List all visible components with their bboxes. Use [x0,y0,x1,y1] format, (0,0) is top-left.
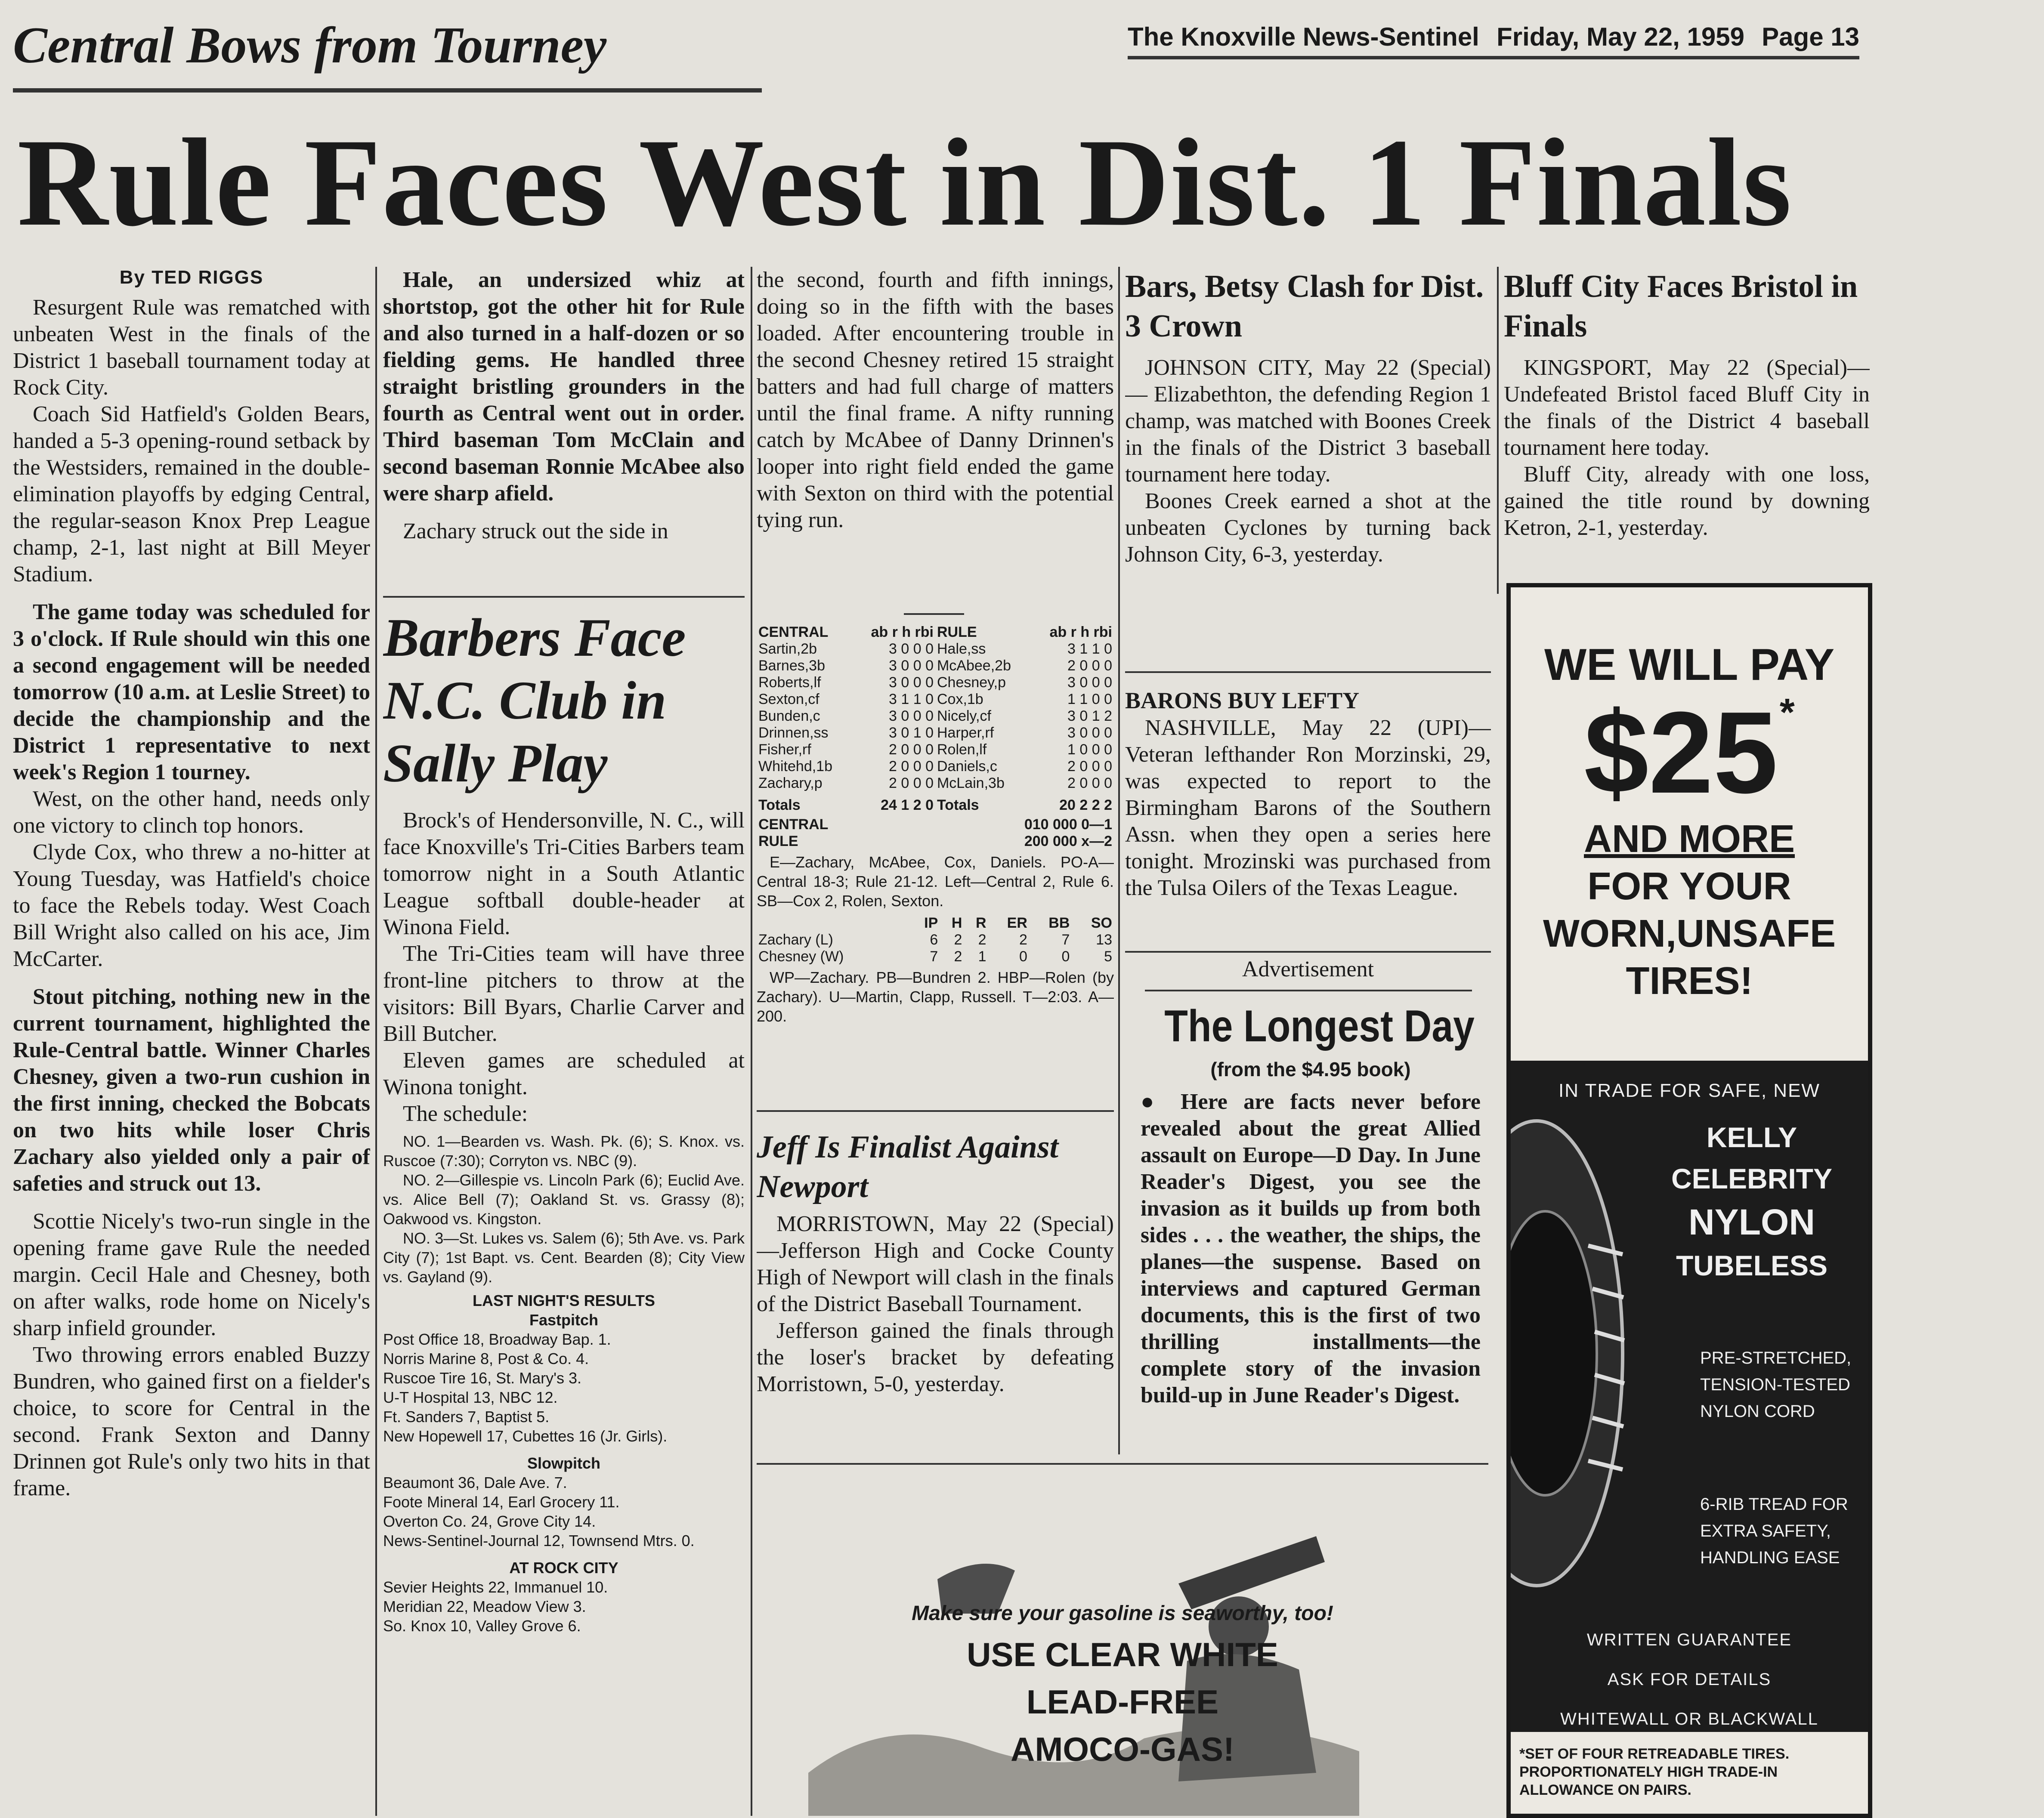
player-stats: 2 0 0 0 [1067,775,1112,791]
player-stats: 1 1 0 0 [1067,691,1112,707]
main-story-column-1 [13,267,370,1812]
advertisement-label: Advertisement [1242,957,1374,982]
result-line: New Hopewell 17, Cubettes 16 (Jr. Girls). [383,1427,668,1445]
player-name: Barnes,3b [758,657,825,674]
tire-ad-tread-line: HANDLING EASE [1700,1548,1840,1567]
player-stats: 2 0 0 0 [1067,758,1112,775]
totals-value: 24 1 2 0 [881,797,934,813]
player-name: McAbee,2b [937,657,1011,674]
player-stats: 2 0 0 0 [1067,657,1112,674]
issue-date: Friday, May 22, 1959 [1497,22,1744,51]
paper-name: The Knoxville News-Sentinel [1128,22,1479,51]
tire-ad-feature-line: TENSION-TESTED [1700,1375,1850,1394]
main-headline: Rule Faces West in Dist. 1 Finals [17,116,1793,252]
pitch-col-header: SO [1091,915,1112,931]
player-stats: 3 1 1 0 [889,691,934,707]
table-row [757,641,1114,657]
bluff-city-headline: Bluff City Faces Bristol in Finals [1504,269,1858,344]
table-row [757,915,1114,932]
result-line: Norris Marine 8, Post & Co. 4. [383,1350,589,1367]
story-paragraph: The game today was scheduled for 3 o'clock. If Rule should win this one a second engagement will be needed tomorrow (10 a.m. at Leslie Street) to decide the championship and the District 1 representative to next week's Region 1 tourney. [13,600,370,784]
player-stats: 3 0 0 0 [1067,674,1112,691]
pitch-stat: 0 [1019,948,1027,965]
tire-ad-tread [1700,1491,1864,1571]
tire-ad-we-will-pay: WE WILL PAY [1544,640,1835,690]
main-story-column-2 [383,267,745,594]
barbers-story [383,607,745,1812]
story-paragraph: KINGSPORT, May 22 (Special)—Undefeated Bristol faced Bluff City in the finals of the District 4 baseball tournament here today. [1504,355,1870,460]
bars-story [1125,267,1491,667]
table-row [757,725,1114,741]
barons-story [1125,686,1491,944]
table-row [757,833,1114,850]
pitch-stat: 7 [930,948,938,965]
player-stats: 2 0 0 0 [889,758,934,775]
bars-headline: Bars, Betsy Clash for Dist. 3 Crown [1125,269,1484,344]
result-line: Ruscoe Tire 16, St. Mary's 3. [383,1369,582,1387]
table-row [757,708,1114,725]
pitch-col-header: BB [1048,915,1070,931]
player-stats: 1 0 0 0 [1067,741,1112,758]
story-paragraph: Stout pitching, nothing new in the current tournament, highlighted the Rule-Central battle. Winner Charles Chesney, given a two-run cushion in the first inning, checked the Bobcats on two hits while loser Chris Zachary also yielded only a pair of safeties and struck out 13. [13,985,370,1196]
section-divider [1145,990,1472,991]
table-row [757,657,1114,674]
stat-header: ab r h rbi [871,624,934,640]
byline: By TED RIGGS [119,267,264,288]
player-name: Rolen,lf [937,741,987,758]
story-paragraph: Bluff City, already with one loss, gained the title round by downing Ketron, 2-1, yesterday. [1504,462,1870,540]
jeff-story [757,1127,1114,1454]
player-stats: 3 0 0 0 [889,674,934,691]
player-stats: 2 0 0 0 [889,741,934,758]
bluff-city-story [1504,267,1870,577]
tire-ad-asterisk: * [1779,691,1795,734]
column-rule [751,267,752,1816]
story-paragraph: MORRISTOWN, May 22 (Special)—Jefferson High and Cocke County High of Newport will clash in the finals of the District Baseball Tournament. [757,1212,1114,1316]
result-line: U-T Hospital 13, NBC 12. [383,1389,558,1406]
masthead-line [1128,17,1859,56]
story-paragraph: West, on the other hand, needs only one victory to clinch top honors. [13,787,370,838]
stat-header: ab r h rbi [1049,624,1112,640]
story-paragraph: Scottie Nicely's two-run single in the opening frame gave Rule the needed margin. Cecil Hale and Chesney, both on after walks, rode home on Nicely's sharp infield grounder. [13,1209,370,1340]
totals-row [757,792,1114,814]
team-label: CENTRAL [758,816,829,833]
story-paragraph: Clyde Cox, who threw a no-hitter at Young Tuesday, was Hatfield's choice to face the Rebels today. West Coach Bill Wright also called on his ace, Jim McCarter. [13,840,370,971]
pitch-stat: 7 [1061,932,1070,948]
tire-ad-feature-line: PRE-STRETCHED, [1700,1349,1852,1367]
section-divider [757,1463,1488,1465]
tire-ad-wall: WHITEWALL OR BLACKWALL [1560,1710,1818,1728]
section-divider [1125,951,1491,953]
longest-day-ad [1141,998,1481,1459]
player-name: Chesney,p [937,674,1006,691]
table-row [757,948,1114,965]
pitch-stat: 2 [978,932,986,948]
pitch-col-header: H [951,915,962,931]
tire-ad-in-trade: IN TRADE FOR SAFE, NEW [1559,1080,1820,1101]
player-name: Fisher,rf [758,741,811,758]
schedule-line: NO. 3—St. Lukes vs. Salem (6); 5th Ave. vs. Park City (7); 1st Bapt. vs. Cent. Bearden (8); City View vs. Gayland (9). [383,1229,745,1286]
pitch-stat: 2 [954,948,962,965]
masthead-underline [1128,56,1859,59]
story-paragraph: The Tri-Cities team will have three front-line pitchers to throw at the visitors: Bill Byars, Charlie Carver and Bill Butcher. [383,941,745,1046]
team-label: RULE [758,833,798,849]
amoco-ad [757,1472,1488,1816]
tire-ad-footnote: *SET OF FOUR RETREADABLE TIRES. PROPORTIONATELY HIGH TRADE-IN ALLOWANCE ON PAIRS. [1519,1746,1790,1798]
story-paragraph: the second, fourth and fifth innings, doing so in the fifth with the bases loaded. After encountering trouble in the second Chesney retired 15 straight batters and had full charge of matters until the final frame. A nifty running catch by McAbee of Danny Drinnen's looper into right field ended the game with Sexton on third with the potential tying run. [757,268,1114,532]
player-stats: 3 1 1 0 [1067,641,1112,657]
section-divider [757,1110,1114,1112]
pitch-stat: 5 [1104,948,1112,965]
longest-day-body: ● Here are facts never before revealed about the great Allied assault on Europe—D Day. In June Reader's Digest, you see the invasion as it builds up from both sides . . . the weather, the ships, the planes—the suspense. Based on interviews and captured German documents, this is the first of two thrilling installments—the complete story of the invasion build-up in June Reader's Digest. [1141,1090,1481,1407]
short-divider [904,613,964,615]
story-paragraph: The schedule: [403,1102,528,1126]
column-rule [1497,267,1499,594]
tire-ad-guarantee: WRITTEN GUARANTEE [1586,1630,1792,1649]
tire-ad-guarantee-block [1511,1620,1868,1739]
story-paragraph: Boones Creek earned a shot at the unbeaten Cyclones by turning back Johnson City, 6-3, yesterday. [1125,489,1491,567]
tire-ad-tires: TIRES! [1626,960,1753,1003]
tire-ad-tubeless: TUBELESS [1676,1250,1828,1281]
barbers-headline: Barbers Face N.C. Club in Sally Play [383,608,686,793]
story-paragraph: Two throwing errors enabled Buzzy Bundren, who gained first on a fielder's choice, to score for Central in the second. Frank Sexton and Danny Drinnen got Rule's only two hits in that frame. [13,1343,370,1500]
column-rule [375,267,377,1816]
rock-city-heading: AT ROCK CITY [509,1559,618,1577]
tire-ad [1506,583,1872,1818]
player-stats: 3 0 1 0 [889,725,934,741]
player-name: Hale,ss [937,641,986,657]
schedule-line: NO. 2—Gillespie vs. Lincoln Park (6); Euclid Ave. vs. Alice Bell (7); Oakland St. vs. Grassy (8); Oakwood vs. Kingston. [383,1171,745,1228]
tire-ad-tread-line: 6-RIB TREAD FOR [1700,1495,1848,1514]
story-paragraph: NASHVILLE, May 22 (UPI)—Veteran lefthander Ron Morzinski, 29, was expected to report to the Birmingham Barons of the Southern Assn. when they open a series here tonight. Mrozinski was purchased from the Tulsa Oilers of the Texas League. [1125,716,1491,900]
amoco-line-3: AMOCO-GAS! [1011,1730,1234,1768]
story-paragraph: Eleven games are scheduled at Winona tonight. [383,1048,745,1099]
result-line: News-Sentinel-Journal 12, Townsend Mtrs. 0. [383,1532,695,1549]
line-score-value: 010 000 0—1 [1024,816,1112,833]
story-paragraph: Jefferson gained the finals through the loser's bracket by defeating Morristown, 5-0, yesterday. [757,1318,1114,1396]
tire-icon [1506,1117,1627,1590]
result-line: Ft. Sanders 7, Baptist 5. [383,1408,550,1426]
table-row [757,741,1114,758]
column-rule [1118,267,1120,1454]
tire-ad-ask: ASK FOR DETAILS [1607,1670,1772,1689]
pitch-stat: 2 [1019,932,1027,948]
player-stats: 2 0 0 0 [889,775,934,791]
pitcher-name: Chesney (W) [758,948,844,965]
pitch-col-header: ER [1007,915,1027,931]
table-row [757,758,1114,775]
player-name: Daniels,c [937,758,997,775]
slowpitch-heading: Slowpitch [527,1454,600,1472]
page-number: Page 13 [1762,22,1859,51]
player-stats: 3 0 0 0 [1067,725,1112,741]
jeff-headline: Jeff Is Finalist Against Newport [757,1130,1059,1204]
tire-ad-features [1700,1345,1864,1425]
player-name: Cox,1b [937,691,983,707]
tire-ad-tread-line: EXTRA SAFETY, [1700,1522,1831,1540]
player-stats: 3 0 0 0 [889,708,934,724]
team-label-central: CENTRAL [758,624,829,640]
pitch-stat: 13 [1096,932,1112,948]
tire-ad-amount-block [1511,688,1868,818]
totals-value: 20 2 2 2 [1059,797,1112,813]
pitch-col-header: IP [924,915,938,931]
result-line: Foote Mineral 14, Earl Grocery 11. [383,1493,620,1511]
player-name: Sartin,2b [758,641,817,657]
schedule-line: NO. 1—Bearden vs. Wash. Pk. (6); S. Knox. vs. Ruscoe (7:30); Corryton vs. NBC (9). [383,1133,745,1170]
section-divider [383,596,745,598]
story-paragraph: Resurgent Rule was rematched with unbeaten West in the finals of the District 1 baseball tournament today at Rock City. [13,295,370,400]
player-name: McLain,3b [937,775,1005,791]
results-heading: LAST NIGHT'S RESULTS [473,1292,655,1309]
amoco-line-1: USE CLEAR WHITE [967,1636,1278,1673]
line-score [757,816,1114,850]
longest-day-subtitle: (from the $4.95 book) [1210,1058,1411,1080]
story-paragraph: Zachary struck out the side in [403,519,668,543]
story-paragraph: Coach Sid Hatfield's Golden Bears, handed a 5-3 opening-round setback by the Westsiders, remained in the double-elimination playoffs by edging Central, the regular-season Knox Prep League champ, 2-1, last night at Bill Meyer Stadium. [13,402,370,586]
pitch-stat: 1 [978,948,986,965]
player-name: Whitehd,1b [758,758,832,775]
player-stats: 3 0 0 0 [889,641,934,657]
player-name: Zachary,p [758,775,823,791]
story-paragraph: Hale, an undersized whiz at shortstop, got the other hit for Rule and also turned in a half-dozen or so fielding gems. He handled three straight bristling grounders in the fourth as Central went out in order. Third baseman Tom McClain and second baseman Ronnie McAbee also were sharp afield. [383,268,745,506]
section-divider [1125,671,1491,673]
pitch-stat: 2 [954,932,962,948]
barons-headline: BARONS BUY LEFTY [1125,688,1360,713]
tire-ad-celebrity: CELEBRITY [1671,1163,1833,1195]
line-score-value: 200 000 x—2 [1024,833,1112,849]
pitching-notes: WP—Zachary. PB—Bundren 2. HBP—Rolen (by Zachary). U—Martin, Clapp, Russell. T—2:03. A—200. [757,969,1114,1025]
result-line: Meridian 22, Meadow View 3. [383,1598,586,1615]
pitching-table [757,915,1114,965]
tire-ad-nylon: NYLON [1688,1202,1815,1242]
fastpitch-heading: Fastpitch [529,1311,598,1329]
amoco-line-2: LEAD-FREE [1026,1683,1219,1721]
amoco-tagline: Make sure your gasoline is seaworthy, too! [912,1602,1333,1625]
result-line: Overton Co. 24, Grove City 14. [383,1512,596,1530]
player-name: Sexton,cf [758,691,819,707]
pitch-col-header: R [976,915,986,931]
pitch-stat: 0 [1061,948,1070,965]
totals-label: Totals [758,797,801,813]
tire-ad-kelly: KELLY [1706,1121,1797,1153]
tire-ad-worn: WORN,UNSAFE [1543,912,1836,955]
player-name: Harper,rf [937,725,994,741]
tire-ad-for-your: FOR YOUR [1587,865,1791,908]
table-row [757,775,1114,792]
player-name: Bunden,c [758,708,820,724]
story-paragraph: Brock's of Hendersonville, N. C., will face Knoxville's Tri-Cities Barbers team tomorrow night in a South Atlantic League softball double-header at Winona Field. [383,808,745,939]
box-notes: E—Zachary, McAbee, Cox, Daniels. PO-A—Central 18-3; Rule 21-12. Left—Central 2, Rule 6. SB—Cox 2, Rolen, Sexton. [757,853,1114,910]
result-line: Post Office 18, Broadway Bap. 1. [383,1330,611,1348]
table-row [757,674,1114,691]
result-line: Beaumont 36, Dale Ave. 7. [383,1474,567,1491]
tire-ad-brand-block [1640,1117,1864,1286]
totals-label: Totals [937,797,979,813]
tire-ad-amount: $25 [1584,688,1778,818]
player-name: Roberts,lf [758,674,821,691]
table-row [757,816,1114,833]
result-line: So. Knox 10, Valley Grove 6. [383,1617,581,1635]
tire-ad-feature-line: NYLON CORD [1700,1402,1815,1421]
team-label-rule: RULE [937,624,977,640]
table-row [757,932,1114,948]
section-kicker: Central Bows from Tourney [13,17,607,74]
player-name: Drinnen,ss [758,725,829,741]
box-score-lineups [757,624,1114,814]
pitch-blank [757,915,910,932]
pitch-stat: 6 [930,932,938,948]
table-row [757,691,1114,708]
player-stats: 3 0 0 0 [889,657,934,674]
story-paragraph: JOHNSON CITY, May 22 (Special) — Elizabethton, the defending Region 1 champ, was matched with Boones Creek in the finals of the District 3 baseball tournament here today. [1125,355,1491,487]
box-score [757,624,1114,1080]
tire-ad-and-more: AND MORE [1584,818,1795,861]
main-story-column-3 [757,267,1114,611]
player-stats: 3 0 1 2 [1067,708,1112,724]
result-line: Sevier Heights 22, Immanuel 10. [383,1578,608,1596]
player-name: Nicely,cf [937,708,991,724]
tire-ad-dark-panel [1511,1061,1868,1732]
kicker-underline [13,88,762,93]
pitcher-name: Zachary (L) [758,932,833,948]
longest-day-title: The Longest Day [1164,1001,1475,1051]
